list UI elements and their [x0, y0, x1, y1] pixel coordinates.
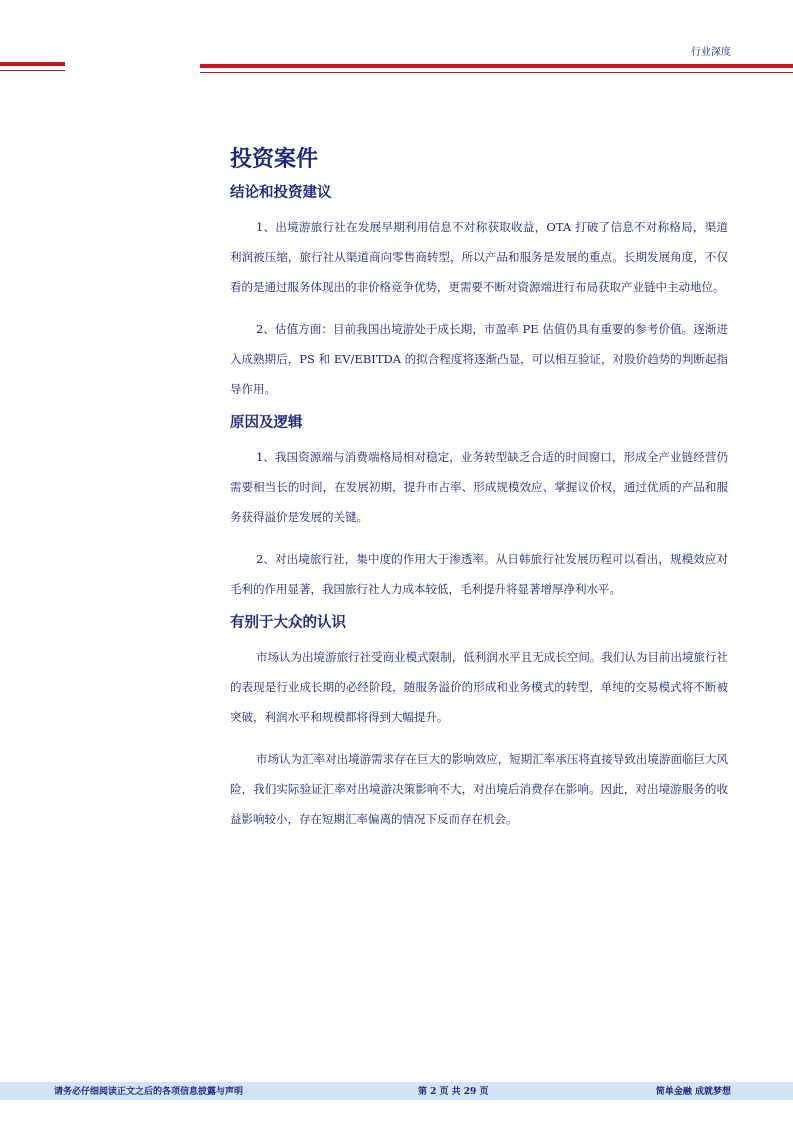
header-rule-left-thin	[0, 70, 65, 71]
section-different-view	[230, 612, 728, 834]
section-heading: 有别于大众的认识	[230, 614, 346, 631]
page-title: 投资案件	[230, 146, 319, 172]
footer-disclaimer: 请务必仔细阅读正文之后的各项信息披露与声明	[54, 1087, 244, 1097]
header-label: 行业深度	[691, 47, 731, 58]
section-conclusion	[230, 182, 728, 404]
paragraph: 2、对出境旅行社，集中度的作用大于渗透率。从日韩旅行社发展历程可以看出，规模效应对毛利的作用显著，我国旅行社人力成本较低，毛利提升将显著增厚净利水平。	[230, 552, 728, 596]
paragraph: 市场认为汇率对出境游需求存在巨大的影响效应，短期汇率承压将直接导致出境游面临巨大风险，我们实际验证汇率对出境游决策影响不大，对出境后消费存在影响。因此，对出境游服务的收益影响较小，存在短期汇率偏离的情况下反而存在机会。	[230, 752, 728, 826]
header-rule-right-thin	[200, 72, 793, 73]
paragraph: 1、我国资源端与消费端格局相对稳定，业务转型缺乏合适的时间窗口，形成全产业链经营仍需要相当长的时间，在发展初期，提升市占率、形成规模效应、掌握议价权，通过优质的产品和服务获得溢价是发展的关键。	[230, 450, 728, 524]
footer-slogan: 简单金融 成就梦想	[655, 1087, 731, 1097]
section-reasons	[230, 412, 728, 604]
paragraph: 市场认为出境游旅行社受商业模式限制，低利润水平且无成长空间。我们认为目前出境旅行社的表现是行业成长期的必经阶段，随服务溢价的形成和业务模式的转型，单纯的交易模式将不断被突破，利润水平和规模都将得到大幅提升。	[230, 650, 728, 724]
header-rule-left	[0, 62, 65, 66]
main-content	[230, 144, 728, 834]
section-heading: 原因及逻辑	[230, 414, 303, 431]
header-rule-right	[200, 64, 793, 68]
footer-page-info: 第 2 页 共 29 页	[418, 1087, 489, 1097]
paragraph: 2、估值方面：目前我国出境游处于成长期，市盈率 PE 估值仍具有重要的参考价值。逐渐进入成熟期后，PS 和 EV/EBITDA 的拟合程度将逐渐凸显，可以相互验证，对股价趋势的判断起指导作用。	[230, 322, 728, 396]
section-heading: 结论和投资建议	[230, 184, 332, 201]
page-footer	[0, 1082, 793, 1100]
paragraph: 1、出境游旅行社在发展早期利用信息不对称获取收益，OTA 打破了信息不对称格局，渠道利润被压缩，旅行社从渠道商向零售商转型，所以产品和服务是发展的重点。长期发展角度，不仅看的是通过服务体现出的非价格竞争优势，更需要不断对资源端进行布局获取产业链中主动地位。	[230, 220, 728, 294]
